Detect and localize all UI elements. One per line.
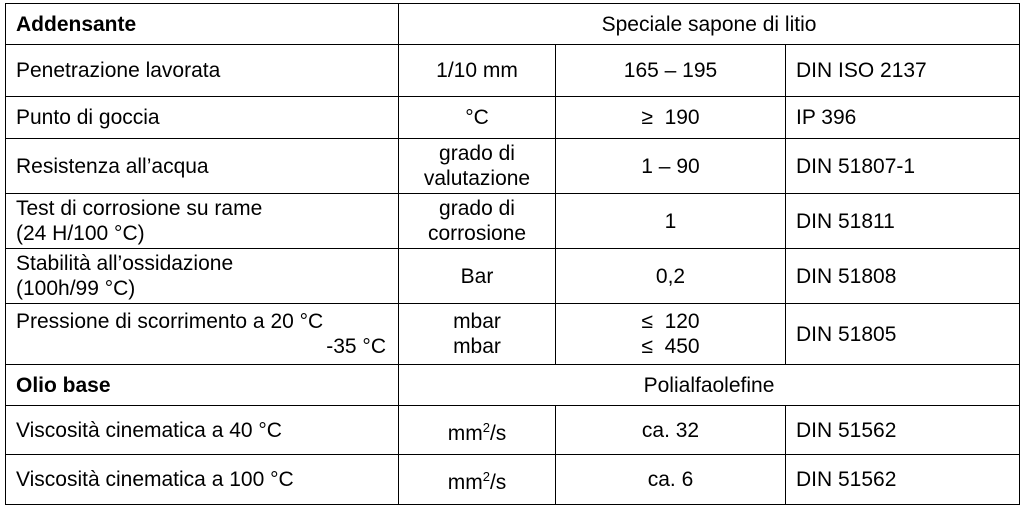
value-cell	[556, 97, 786, 139]
unit-cell	[399, 194, 556, 249]
standard-cell: DIN ISO 2137	[786, 45, 1020, 97]
unit-cell	[399, 304, 556, 365]
standard-cell: DIN 51562	[786, 455, 1020, 505]
property-text: Stabilità all’ossidazione	[16, 252, 234, 275]
table-row	[6, 406, 1020, 455]
property-text: Test di corrosione su rame	[16, 197, 263, 220]
value-text: ca. 32	[641, 418, 700, 442]
property-cell	[6, 97, 399, 139]
value-cell	[556, 406, 786, 455]
section-header-thickener: Addensante	[6, 4, 399, 45]
standard-cell: DIN 51811	[786, 194, 1020, 249]
value-cell	[556, 455, 786, 505]
section-header-row	[6, 4, 1020, 45]
property-text: Pressione di scorrimento a 20 °C	[16, 310, 324, 333]
standard-cell: DIN 51805	[786, 304, 1020, 365]
value-text: 0,2	[655, 264, 686, 288]
value-text: ≥ 190	[641, 106, 700, 129]
thickener-value: Speciale sapone di litio	[399, 4, 1020, 45]
unit-base: mm	[447, 471, 483, 494]
value-text: ≤ 450	[641, 335, 700, 358]
unit-text: grado di	[439, 197, 515, 220]
unit-text: °C	[465, 106, 489, 129]
specification-table	[5, 3, 1020, 505]
table-row	[6, 249, 1020, 304]
table-row	[6, 139, 1020, 194]
unit-base: mm	[447, 421, 483, 445]
unit-text: corrosione	[427, 222, 527, 245]
property-text: Resistenza all’acqua	[16, 154, 209, 178]
property-cell	[6, 304, 399, 365]
unit-text: mbar	[453, 335, 501, 358]
property-text: -35 °C	[326, 335, 386, 358]
property-cell	[6, 455, 399, 505]
section-header-base-oil: Olio base	[6, 365, 399, 406]
unit-text: valutazione	[423, 167, 531, 190]
standard-cell: DIN 51808	[786, 249, 1020, 304]
table-row	[6, 455, 1020, 505]
base-oil-value: Polialfaolefine	[399, 365, 1020, 406]
unit-tail: /s	[489, 471, 507, 494]
table-row	[6, 304, 1020, 365]
unit-cell	[399, 45, 556, 97]
property-text: (24 H/100 °C)	[16, 222, 145, 245]
standard-cell: DIN 51807-1	[786, 139, 1020, 194]
property-text: (100h/99 °C)	[16, 277, 136, 300]
unit-cell	[399, 97, 556, 139]
unit-text: grado di	[439, 142, 515, 165]
property-text: Punto di goccia	[16, 106, 160, 129]
standard-cell: IP 396	[786, 97, 1020, 139]
property-text: Penetrazione lavorata	[16, 59, 221, 82]
property-text: Viscosità cinematica a 40 °C	[16, 418, 282, 442]
unit-text: 1/10 mm	[436, 59, 518, 82]
unit-superscript: 2	[482, 419, 490, 435]
unit-cell	[399, 249, 556, 304]
value-cell	[556, 45, 786, 97]
property-cell	[6, 194, 399, 249]
unit-cell	[399, 139, 556, 194]
unit-cell	[399, 406, 556, 455]
value-cell	[556, 304, 786, 365]
section-header-row	[6, 365, 1020, 406]
value-text: ≤ 120	[641, 310, 700, 333]
table-row	[6, 45, 1020, 97]
value-text: 165 – 195	[623, 59, 718, 82]
value-cell	[556, 139, 786, 194]
table-row	[6, 194, 1020, 249]
value-text: ca. 6	[647, 468, 694, 491]
unit-superscript: 2	[482, 469, 490, 484]
value-cell	[556, 249, 786, 304]
value-text: 1 – 90	[641, 154, 700, 178]
unit-tail: /s	[489, 421, 507, 445]
property-cell	[6, 249, 399, 304]
property-cell	[6, 406, 399, 455]
value-text: 1	[664, 209, 677, 233]
unit-cell	[399, 455, 556, 505]
table-row	[6, 97, 1020, 139]
property-cell	[6, 139, 399, 194]
value-cell	[556, 194, 786, 249]
property-cell	[6, 45, 399, 97]
standard-cell: DIN 51562	[786, 406, 1020, 455]
unit-text: mbar	[453, 310, 501, 333]
property-text: Viscosità cinematica a 100 °C	[16, 468, 294, 491]
unit-text: Bar	[460, 264, 494, 288]
